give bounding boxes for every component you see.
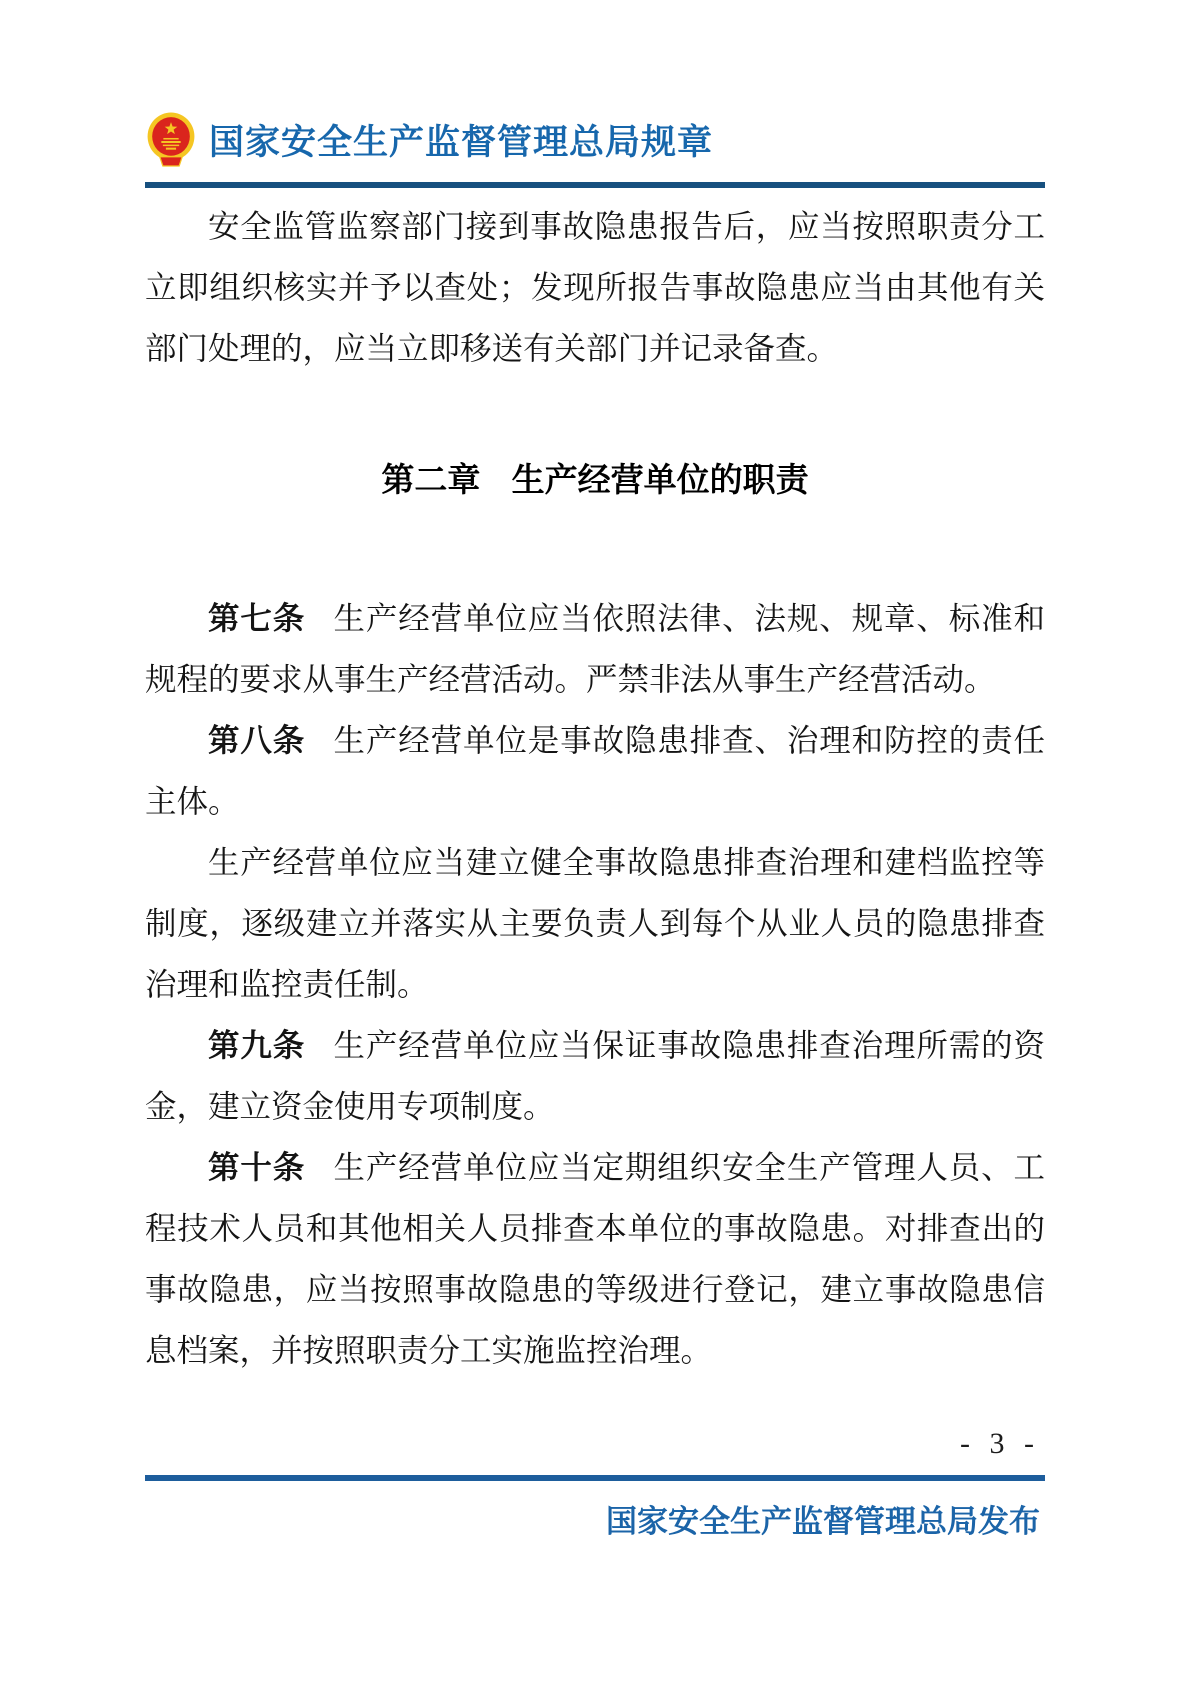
paragraph: 生产经营单位应当建立健全事故隐患排查治理和建档监控等制度，逐级建立并落实从主要负责人到每个从业人员的隐患排查治理和监控责任制。 bbox=[145, 845, 1045, 1002]
chapter-number: 第二章 bbox=[381, 461, 481, 498]
chapter-heading bbox=[145, 449, 1045, 510]
document-body bbox=[145, 196, 1045, 1381]
chapter-title: 生产经营单位的职责 bbox=[511, 461, 809, 498]
article-10 bbox=[145, 1137, 1045, 1381]
document-header bbox=[145, 0, 1045, 168]
header-divider bbox=[145, 182, 1045, 188]
footer-publisher: 国家安全生产监督管理总局发布 bbox=[606, 1504, 1040, 1539]
footer-divider bbox=[145, 1475, 1045, 1481]
national-emblem-icon bbox=[145, 112, 197, 168]
paragraph: 安全监管监察部门接到事故隐患报告后，应当按照职责分工立即组织核实并予以查处；发现所报告事故隐患应当由其他有关部门处理的，应当立即移送有关部门并记录备查。 bbox=[145, 209, 1045, 366]
article-8 bbox=[145, 710, 1045, 832]
article-7 bbox=[145, 588, 1045, 710]
article-8-text: 生产经营单位是事故隐患排查、治理和防控的责任主体。 bbox=[145, 723, 1045, 819]
article-9-text: 生产经营单位应当保证事故隐患排查治理所需的资金，建立资金使用专项制度。 bbox=[145, 1028, 1045, 1124]
article-7-text: 生产经营单位应当依照法律、法规、规章、标准和规程的要求从事生产经营活动。严禁非法从事生产经营活动。 bbox=[145, 601, 1045, 697]
article-9-label: 第九条 bbox=[208, 1027, 306, 1063]
article-7-label: 第七条 bbox=[208, 600, 306, 636]
header-title: 国家安全生产监督管理总局规章 bbox=[209, 123, 714, 162]
article-8-label: 第八条 bbox=[208, 722, 306, 758]
article-9 bbox=[145, 1015, 1045, 1137]
article-10-label: 第十条 bbox=[208, 1149, 306, 1185]
article-10-text: 生产经营单位应当定期组织安全生产管理人员、工程技术人员和其他相关人员排查本单位的事故隐患。对排查出的事故隐患，应当按照事故隐患的等级进行登记，建立事故隐患信息档案，并按照职责分工实施监控治理。 bbox=[145, 1150, 1045, 1368]
content-area bbox=[145, 0, 1045, 1381]
page-number: - 3 - bbox=[960, 1427, 1040, 1460]
